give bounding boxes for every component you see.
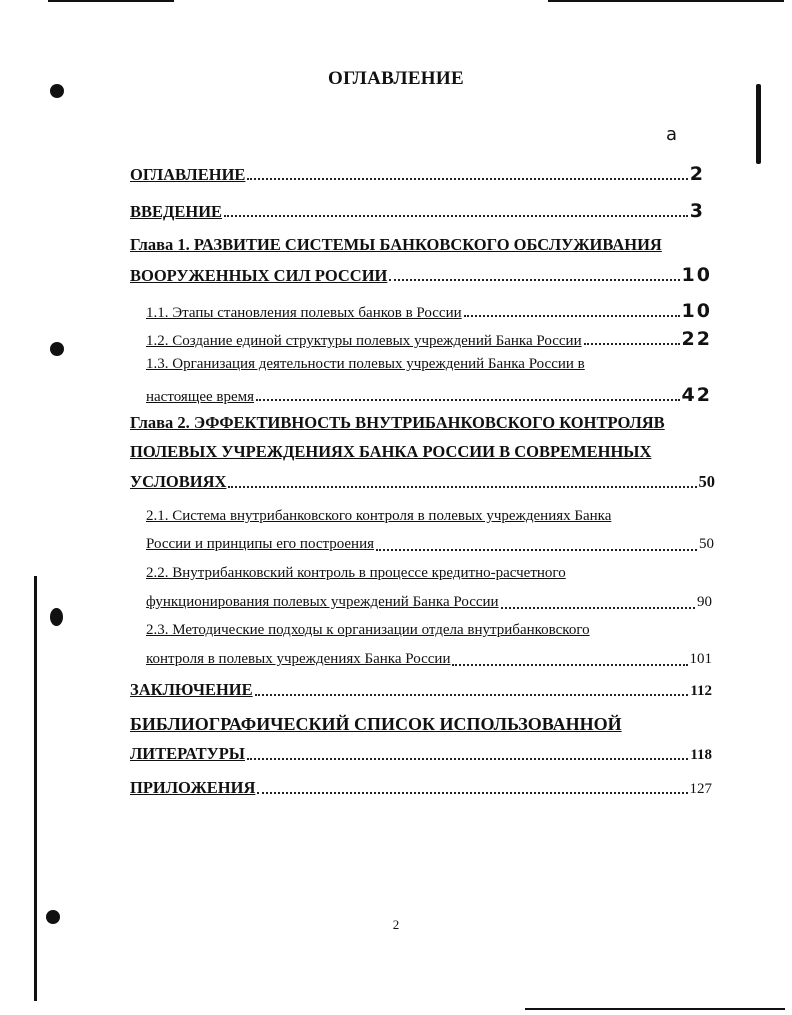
toc-page-number: 10 — [681, 300, 712, 322]
scan-edge-top-right — [548, 0, 784, 2]
toc-1-3-line1[interactable]: 1.3. Организация деятельности полевых учреждений Банка России в — [146, 356, 585, 372]
toc-2-2-line1[interactable]: 2.2. Внутрибанковский контроль в процессе кредитно-расчетного — [146, 565, 566, 581]
toc-entry-1-2[interactable] — [146, 328, 712, 350]
toc-entry-1-1[interactable] — [146, 300, 712, 322]
leader-dots — [464, 315, 680, 317]
leader-dots — [224, 215, 688, 217]
page-number: 2 — [392, 917, 400, 932]
toc-entry-biblio[interactable] — [130, 744, 712, 764]
toc-chapter2-line1[interactable]: Глава 2. ЭФФЕКТИВНОСТЬ ВНУТРИБАНКОВСКОГО КОНТРОЛЯВ — [130, 413, 665, 432]
toc-page-number: 2 — [689, 163, 705, 185]
toc-page-number: 22 — [681, 328, 712, 350]
toc-page-number: 50 — [699, 536, 714, 552]
toc-page-number: 3 — [689, 200, 705, 222]
toc-entry-zaklyuchenie[interactable] — [130, 680, 712, 700]
toc-entry-2-3[interactable] — [146, 651, 712, 668]
toc-entry-text: функционирования полевых учреждений Банка России — [146, 594, 499, 610]
toc-entry-1-3[interactable] — [146, 384, 712, 406]
leader-dots — [256, 399, 679, 401]
toc-entry-2-2[interactable] — [146, 594, 712, 611]
toc-page-number: 90 — [697, 594, 712, 610]
punch-hole-3 — [50, 608, 63, 626]
scan-edge-top — [48, 0, 174, 2]
toc-entry-oglavlenie[interactable] — [130, 163, 705, 185]
toc-entry-text: ПРИЛОЖЕНИЯ — [130, 778, 256, 797]
toc-page-number: 112 — [690, 683, 712, 699]
leader-dots — [501, 607, 695, 609]
toc-page-number: 127 — [689, 781, 712, 797]
toc-entry-text: контроля в полевых учреждениях Банка России — [146, 651, 451, 667]
toc-page-number: 50 — [698, 472, 715, 491]
scan-mark-right — [756, 84, 761, 164]
toc-entry-text: ВВЕДЕНИЕ — [130, 202, 223, 221]
toc-entry-text: УСЛОВИЯХ — [130, 472, 227, 491]
scan-edge-bottom — [525, 1008, 785, 1010]
toc-entry-chapter2[interactable] — [130, 472, 715, 492]
toc-entry-text: ЗАКЛЮЧЕНИЕ — [130, 680, 253, 699]
page-title: ОГЛАВЛЕНИЕ — [328, 68, 464, 89]
leader-dots — [247, 758, 688, 760]
toc-entry-text: ОГЛАВЛЕНИЕ — [130, 165, 246, 184]
leader-dots — [228, 486, 696, 488]
leader-dots — [257, 792, 687, 794]
toc-entry-text: ЛИТЕРАТУРЫ — [130, 744, 245, 763]
toc-entry-vvedenie[interactable] — [130, 200, 705, 222]
toc-entry-text: 1.2. Создание единой структуры полевых учреждений Банка России — [146, 333, 582, 349]
toc-entry-text: России и принципы его построения — [146, 536, 375, 552]
leader-dots — [376, 549, 697, 551]
toc-entry-chapter1[interactable] — [130, 264, 712, 286]
toc-page-number: 118 — [690, 747, 712, 763]
toc-2-1-line1[interactable]: 2.1. Система внутрибанковского контроля в полевых учреждениях Банка — [146, 508, 612, 524]
scan-edge-left — [34, 576, 37, 1001]
toc-page-number: 101 — [689, 651, 712, 667]
toc-page-number: 42 — [681, 384, 712, 406]
toc-biblio-line1[interactable]: БИБЛИОГРАФИЧЕСКИЙ СПИСОК ИСПОЛЬЗОВАННОЙ — [130, 714, 622, 734]
toc-entry-text: настоящее время — [146, 389, 255, 405]
margin-mark: а — [666, 124, 678, 145]
punch-hole-2 — [50, 342, 64, 356]
toc-2-3-line1[interactable]: 2.3. Методические подходы к организации отдела внутрибанковского — [146, 622, 590, 638]
leader-dots — [247, 178, 687, 180]
toc-entry-prilozheniya[interactable] — [130, 778, 712, 798]
toc-entry-text: 1.1. Этапы становления полевых банков в России — [146, 305, 462, 321]
leader-dots — [452, 664, 687, 666]
leader-dots — [389, 279, 679, 281]
leader-dots — [255, 694, 689, 696]
toc-chapter2-line2[interactable]: ПОЛЕВЫХ УЧРЕЖДЕНИЯХ БАНКА РОССИИ В СОВРЕМЕННЫХ — [130, 442, 652, 461]
toc-chapter1-line1[interactable]: Глава 1. РАЗВИТИЕ СИСТЕМЫ БАНКОВСКОГО ОБСЛУЖИВАНИЯ — [130, 235, 662, 254]
toc-page-number: 10 — [681, 264, 712, 286]
toc-entry-text: ВООРУЖЕННЫХ СИЛ РОССИИ — [130, 266, 388, 285]
toc-entry-2-1[interactable] — [146, 536, 714, 553]
leader-dots — [584, 343, 680, 345]
